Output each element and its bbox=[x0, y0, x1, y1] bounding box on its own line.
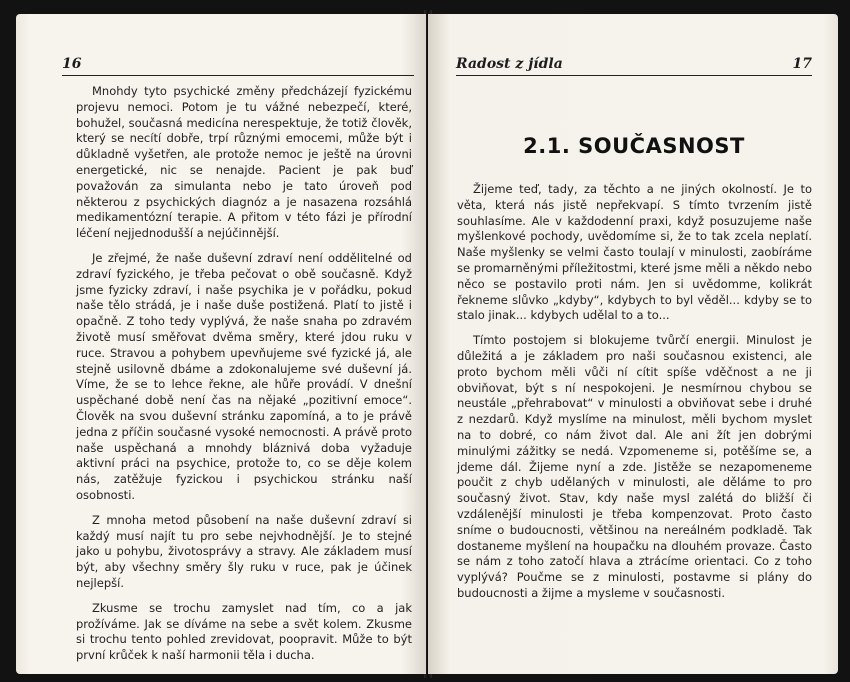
paragraph: Mnohdy tyto psychické změny předcházejí fyzickému projevu nemoci. Potom je tu vážné nebezpečí, které, bohužel, současná medicína nerespektuje, že totiž člověk, který se necítí dobře, trpí různými emocemi, může být i důkladně vyšetřen, ale protože nemoc je ještě na úrovni energetické, nic se nenajde. Pacient je pak buď považován za simulanta nebo je tato úroveň pod některou z psychických diagnóz a je nasazena rozsáhlá medikamentózní terapie. A přitom v této fázi je přírodní léčení nejjednodušší a nejúčinnější. bbox=[76, 84, 412, 241]
right-page bbox=[428, 14, 838, 674]
paragraph: Tímto postojem si blokujeme tvůrčí energii. Minulost je důležitá a je základem pro naši současnou existenci, ale proto bychom měli vůči ní cítit spíše vděčnost a ne ji obviňovat, být s ní nespokojeni. Je nesmírnou chybou se neustále „přehrabovat“ v minulosti a obviňovat sebe i druhé z nezdarů. Když myslíme na minulost, měli bychom myslet na to dobré, co nám život dal. Ale ani žít jen dobrými minulými zážitky se nedá. Vzpomeneme si, potěšíme se, a jdeme dál. Žijeme nyní a zde. Jistěže se nezapomeneme poučit z chyb udělaných v minulosti, ale děláme to pro současný život. Stav, kdy naše mysl zalétá do bližší či vzdálenější minulosti je třeba kompenzovat. Proto často sníme o budoucnosti, většinou na nereálném podkladě. Tak dostaneme myšlení na houpačku na dlouhém provaze. Často se nám z toho zatočí hlava a ztrácíme orientaci. Co z toho vyplývá? Poučme se z minulosti, postavme si plány do budoucnosti a žijme a mysleme v současnosti. bbox=[457, 333, 812, 600]
chapter-title: 2.1. SOUČASNOST bbox=[523, 134, 745, 158]
right-page-header bbox=[456, 50, 812, 76]
paragraph: Z mnoha metod působení na naše duševní zdraví si každý musí najít tu pro sebe nejvhodnější. Je to stejné jako u pohybu, životosprávy a stravy. Ale základem musí být, aby všechny směry šly ruku v ruce, pak je účinek nejlepší. bbox=[76, 512, 412, 590]
paragraph: Je zřejmé, že naše duševní zdraví není oddělitelné od zdraví fyzického, je třeba pečovat o obě současně. Když jsme fyzicky zdraví, i naše psychika je v pořádku, pokud naše tělo strádá, je i naše duše postižená. Platí to jistě i opačně. Z toho tedy vyplývá, že naše snaha po zdravém životě musí směřovat dvěma směry, které jdou ruku v ruce. Stravou a pohybem upevňujeme své fyzické já, ale stejně usilovně dbáme a zdokonalujeme své duševní já. Víme, že se to lehce řekne, ale hůře provádí. V dnešní uspěchané době není čas na nějaké „pozitivní emoce“. Člověk na svou duševní stránku zapomíná, a to je právě jedna z příčin současné vysoké nemocnosti. A právě proto naše uspěchaná a mnohdy bláznivá doba vyžaduje aktivní práci na psychice, protože to, co se děje kolem nás, zatěžuje fyzickou i psychickou stránku naší osobnosti. bbox=[76, 250, 412, 502]
paragraph: Žijeme teď, tady, za těchto a ne jiných okolností. Je to věta, která nás jistě nepřekvapí. S tímto tvrzením jistě souhlasíme. Ale v každodenní praxi, když posuzujeme naše myšlenkové pochody, uvědomíme si, že to tak zcela neplatí. Naše myšlenky se velmi často toulají v minulosti, zaobíráme se promarněnými příležitostmi, které jsme měli a někdo nebo něco se postavilo proti nám. Jen si uvědomme, kolikrát řekneme slůvko „kdyby“, kdybych to byl věděl... kdyby se to stalo jinak... kdybych udělal to a to... bbox=[457, 182, 812, 323]
paragraph: Zkusme se trochu zamyslet nad tím, co a jak prožíváme. Jak se díváme na sebe a svět kolem. Zkusme si trochu tento pohled zrevidovat, poopravit. Může to být první krůček k naší harmonii těla i ducha. bbox=[76, 600, 412, 663]
page-number-left: 16 bbox=[62, 56, 82, 72]
left-page-header bbox=[62, 50, 414, 76]
page-number-right: 17 bbox=[792, 56, 812, 72]
right-page-body bbox=[457, 182, 812, 611]
left-page-body bbox=[76, 84, 412, 673]
left-page bbox=[16, 14, 426, 674]
running-title: Radost z jídla bbox=[456, 56, 563, 72]
